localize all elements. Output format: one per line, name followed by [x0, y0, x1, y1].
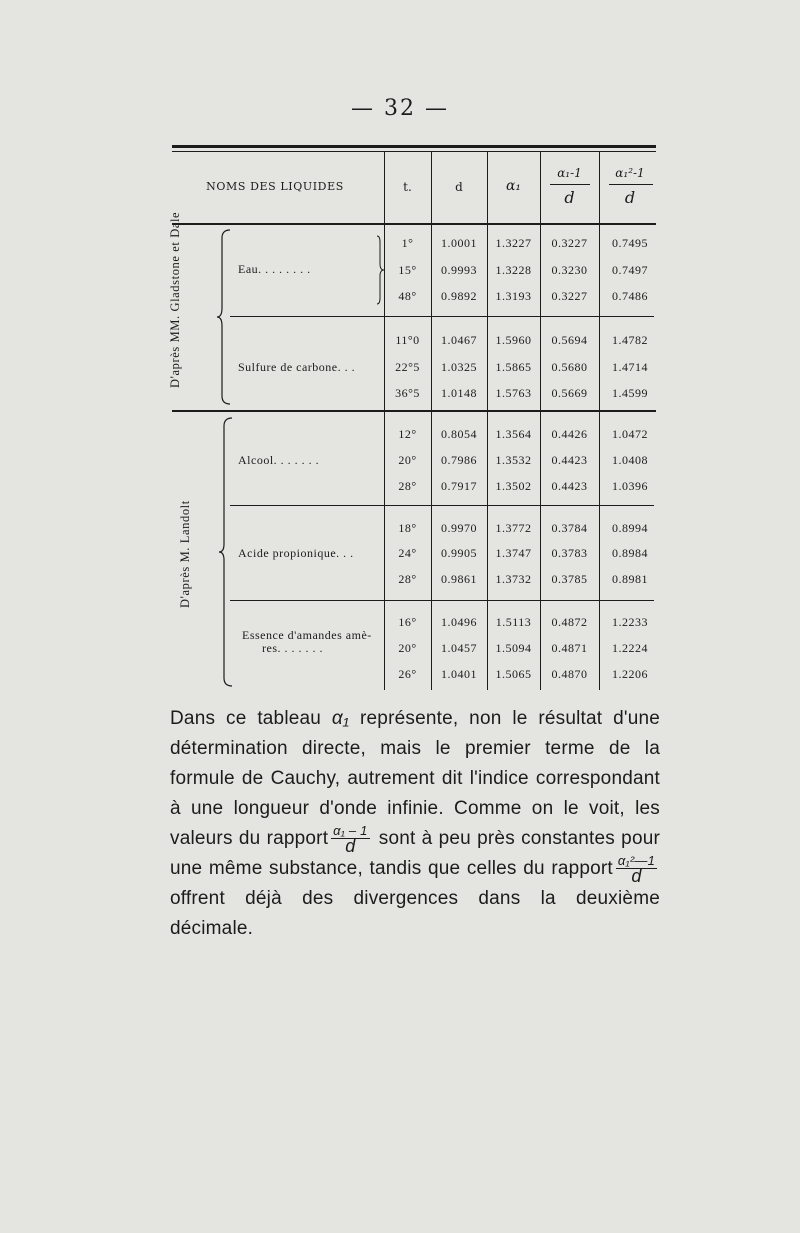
ratio-fraction-1	[331, 823, 369, 857]
cell-t: 1°	[401, 236, 414, 250]
cell-alpha: 1.3193	[495, 289, 532, 303]
header-ratio2-num: α₁²-1	[615, 166, 645, 180]
cell-d: 1.0325	[441, 360, 477, 374]
header-ratio1-den: d	[564, 188, 575, 207]
liquid-name: Eau. . . . . . . .	[238, 262, 311, 276]
cell-d: 1.0457	[441, 641, 477, 655]
cell-alpha: 1.3747	[495, 546, 532, 560]
cell-alpha: 1.5865	[495, 360, 532, 374]
cell-ratio1: 0.4423	[551, 479, 588, 493]
cell-d: 0.7986	[441, 453, 477, 467]
cell-ratio1: 0.3227	[551, 289, 588, 303]
cell-ratio1: 0.4870	[551, 667, 588, 681]
section-separator	[172, 410, 656, 412]
brace-gladstone	[216, 228, 232, 406]
cell-ratio1: 0.3783	[551, 546, 588, 560]
cell-ratio2: 0.8994	[612, 521, 648, 535]
cell-t: 26°	[398, 667, 417, 681]
cell-alpha: 1.5065	[495, 667, 532, 681]
cell-alpha: 1.3227	[495, 236, 532, 250]
cell-alpha: 1.5960	[495, 333, 532, 347]
cell-ratio2: 1.4714	[612, 360, 648, 374]
cell-alpha: 1.3564	[495, 427, 532, 441]
header-ratio2-den: d	[624, 188, 636, 207]
cell-ratio1: 0.4872	[551, 615, 588, 629]
table-top-rule	[172, 145, 656, 148]
paragraph-part4: offrent déjà des divergences dans la deuxième décimale.	[170, 888, 660, 939]
liquid-name: Sulfure de carbone. . .	[238, 360, 356, 374]
cell-d: 0.9861	[441, 572, 477, 586]
cell-t: 20°	[398, 453, 417, 467]
cell-d: 0.9892	[441, 289, 477, 303]
column-divider	[431, 152, 432, 690]
column-divider	[487, 152, 488, 690]
page-number: — 32 —	[351, 96, 449, 121]
cell-ratio2: 0.7486	[612, 289, 648, 303]
cell-ratio2: 1.0472	[612, 427, 648, 441]
header-ratio2-bar	[609, 184, 653, 185]
cell-d: 0.9905	[441, 546, 477, 560]
header-d: d	[455, 180, 463, 194]
column-divider	[540, 152, 541, 690]
cell-d: 1.0496	[441, 615, 477, 629]
cell-ratio1: 0.3230	[551, 263, 588, 277]
cell-ratio1: 0.4423	[551, 453, 588, 467]
cell-d: 1.0148	[441, 386, 477, 400]
cell-alpha: 1.3772	[495, 521, 532, 535]
source-gladstone-dale: D'après MM. Gladstone et Dale	[168, 211, 182, 388]
group-separator	[230, 600, 654, 601]
cell-ratio2: 1.2206	[612, 667, 648, 681]
cell-t: 48°	[398, 289, 417, 303]
body-paragraph	[170, 704, 660, 944]
group-separator	[230, 505, 654, 506]
cell-ratio2: 1.2224	[612, 641, 648, 655]
cell-d: 1.0401	[441, 667, 477, 681]
cell-alpha: 1.3732	[495, 572, 532, 586]
column-divider	[599, 152, 600, 690]
cell-t: 18°	[398, 521, 417, 535]
cell-ratio1: 0.5669	[551, 386, 588, 400]
cell-alpha: 1.3532	[495, 453, 532, 467]
cell-ratio2: 1.4782	[612, 333, 648, 347]
fraction-denominator: d	[631, 866, 642, 887]
cell-ratio1: 0.3785	[551, 572, 588, 586]
cell-ratio1: 0.5694	[551, 333, 588, 347]
fraction-numerator: α₁ – 1	[333, 823, 368, 839]
cell-d: 1.0467	[441, 333, 477, 347]
cell-t: 16°	[398, 615, 417, 629]
cell-d: 0.9970	[441, 521, 477, 535]
cell-t: 11°0	[395, 333, 420, 347]
cell-ratio1: 0.4871	[551, 641, 588, 655]
column-divider	[384, 152, 385, 690]
header-ratio1-num: α₁-1	[557, 166, 582, 180]
header-ratio1-bar	[550, 184, 590, 185]
alpha-symbol: α₁	[331, 708, 350, 729]
liquid-name: Acide propionique. . .	[238, 546, 354, 560]
cell-ratio1: 0.3227	[551, 236, 588, 250]
cell-ratio2: 0.7497	[612, 263, 648, 277]
cell-ratio1: 0.3784	[551, 521, 588, 535]
cell-ratio2: 0.8981	[612, 572, 648, 586]
cell-d: 0.7917	[441, 479, 477, 493]
cell-t: 12°	[398, 427, 417, 441]
cell-t: 36°5	[395, 386, 420, 400]
liquid-name: Essence d'amandes amè-	[242, 628, 372, 642]
cell-ratio2: 0.7495	[612, 236, 648, 250]
table-top-rule-thin	[172, 151, 656, 152]
cell-d: 0.9993	[441, 263, 477, 277]
cell-t: 28°	[398, 572, 417, 586]
group-separator	[230, 316, 654, 317]
cell-ratio1: 0.5680	[551, 360, 588, 374]
cell-ratio2: 1.4599	[612, 386, 648, 400]
cell-ratio2: 0.8984	[612, 546, 648, 560]
cell-d: 1.0001	[441, 236, 477, 250]
cell-ratio1: 0.4426	[551, 427, 588, 441]
fraction-numerator: α₁²—1	[617, 853, 655, 869]
cell-t: 20°	[398, 641, 417, 655]
paragraph-part1: Dans ce tableau	[170, 708, 322, 729]
cell-alpha: 1.5094	[495, 641, 532, 655]
header-name: NOMS DES LIQUIDES	[206, 180, 344, 193]
cell-ratio2: 1.0408	[612, 453, 648, 467]
header-bottom-rule	[172, 223, 656, 225]
cell-t: 22°5	[395, 360, 420, 374]
brace-landolt	[218, 416, 234, 688]
cell-alpha: 1.3228	[495, 263, 532, 277]
cell-ratio2: 1.0396	[612, 479, 648, 493]
cell-alpha: 1.5113	[495, 615, 532, 629]
cell-t: 24°	[398, 546, 417, 560]
source-landolt: D'après M. Landolt	[178, 500, 192, 608]
fraction-denominator: d	[345, 836, 356, 857]
liquid-name-continued: res. . . . . . .	[262, 641, 323, 655]
cell-alpha: 1.3502	[495, 479, 532, 493]
header-t: t.	[403, 180, 412, 194]
cell-ratio2: 1.2233	[612, 615, 648, 629]
ratio-fraction-2	[616, 853, 657, 887]
cell-t: 15°	[398, 263, 417, 277]
paragraph-part3: sont à peu près constantes pour une même substance, tandis que celles du rapport	[170, 828, 661, 879]
header-alpha: α₁	[505, 178, 522, 194]
cell-alpha: 1.5763	[495, 386, 532, 400]
cell-t: 28°	[398, 479, 417, 493]
paragraph-part2: représente, non le résultat d'une détermination directe, mais le premier terme de la formule de Cauchy, autrement dit l'indice correspondant à une longueur d'onde infinie. Comme on le voit, les valeurs du rapport	[170, 708, 661, 849]
cell-d: 0.8054	[441, 427, 477, 441]
liquid-name: Alcool. . . . . . .	[238, 453, 320, 467]
